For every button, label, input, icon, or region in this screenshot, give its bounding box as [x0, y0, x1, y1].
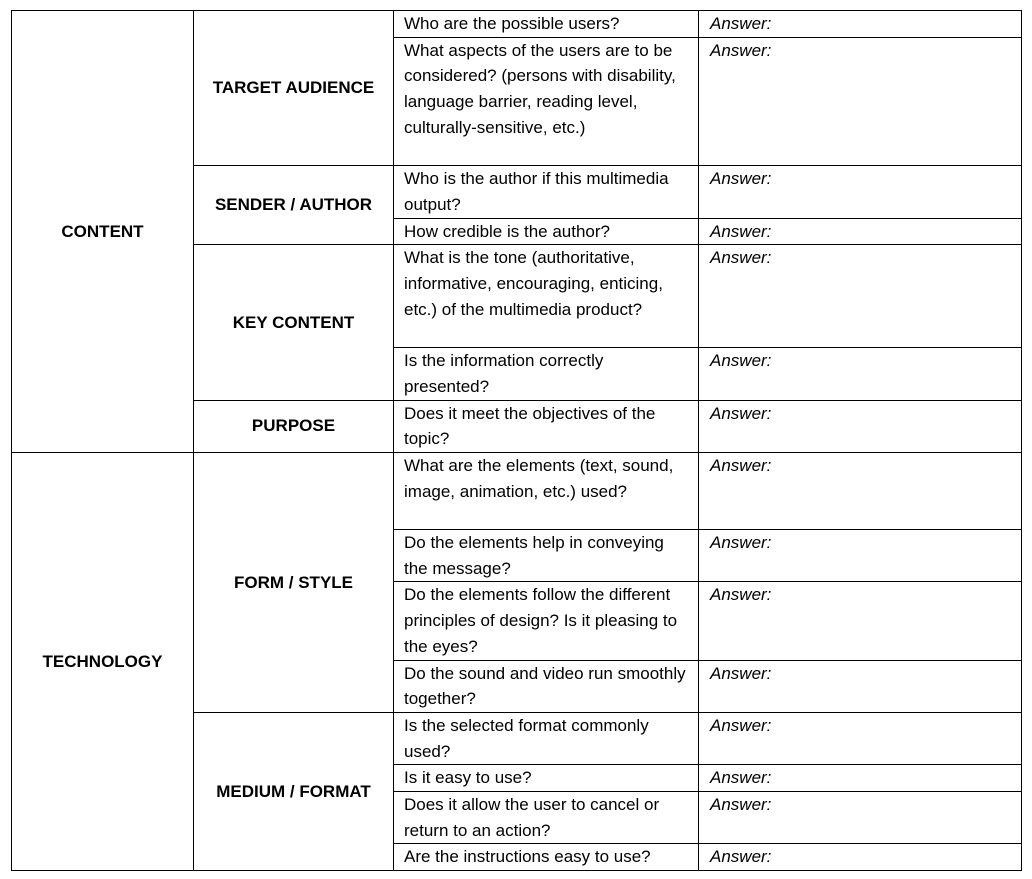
answer-cell[interactable]: Answer:: [699, 348, 1022, 400]
question-cell: What are the elements (text, sound, image, animation, etc.) used?: [394, 452, 699, 529]
question-cell: Is the information correctly presented?: [394, 348, 699, 400]
section-label: TECHNOLOGY: [12, 452, 194, 870]
evaluation-table-container: [11, 10, 1022, 871]
question-cell: Do the elements follow the different principles of design? Is it pleasing to the eyes?: [394, 582, 699, 660]
evaluation-table-body: [12, 11, 1022, 871]
answer-cell[interactable]: Answer:: [699, 792, 1022, 844]
question-cell: How credible is the author?: [394, 218, 699, 245]
question-cell: Do the elements help in conveying the message?: [394, 530, 699, 582]
question-cell: Is it easy to use?: [394, 765, 699, 792]
table-row: [12, 11, 1022, 38]
answer-cell[interactable]: Answer:: [699, 400, 1022, 452]
answer-cell[interactable]: Answer:: [699, 218, 1022, 245]
answer-cell[interactable]: Answer:: [699, 712, 1022, 764]
question-cell: Does it allow the user to cancel or return to an action?: [394, 792, 699, 844]
answer-cell[interactable]: Answer:: [699, 245, 1022, 348]
criterion-label: TARGET AUDIENCE: [194, 11, 394, 166]
question-cell: Is the selected format commonly used?: [394, 712, 699, 764]
answer-cell[interactable]: Answer:: [699, 660, 1022, 712]
question-cell: Who is the author if this multimedia output?: [394, 166, 699, 218]
question-cell: Are the instructions easy to use?: [394, 844, 699, 871]
answer-cell[interactable]: Answer:: [699, 844, 1022, 871]
answer-cell[interactable]: Answer:: [699, 582, 1022, 660]
section-label: CONTENT: [12, 11, 194, 453]
answer-cell[interactable]: Answer:: [699, 37, 1022, 166]
question-cell: Does it meet the objectives of the topic?: [394, 400, 699, 452]
table-row: [12, 452, 1022, 529]
question-cell: What aspects of the users are to be considered? (persons with disability, language barrier, reading level, culturally-sensitive, etc.): [394, 37, 699, 166]
question-cell: What is the tone (authoritative, informative, encouraging, enticing, etc.) of the multimedia product?: [394, 245, 699, 348]
question-cell: Who are the possible users?: [394, 11, 699, 38]
answer-cell[interactable]: Answer:: [699, 452, 1022, 529]
criterion-label: MEDIUM / FORMAT: [194, 712, 394, 870]
question-cell: Do the sound and video run smoothly together?: [394, 660, 699, 712]
answer-cell[interactable]: Answer:: [699, 166, 1022, 218]
criterion-label: FORM / STYLE: [194, 452, 394, 712]
criterion-label: SENDER / AUTHOR: [194, 166, 394, 245]
evaluation-table: [11, 10, 1022, 871]
answer-cell[interactable]: Answer:: [699, 530, 1022, 582]
answer-cell[interactable]: Answer:: [699, 11, 1022, 38]
criterion-label: PURPOSE: [194, 400, 394, 452]
criterion-label: KEY CONTENT: [194, 245, 394, 400]
answer-cell[interactable]: Answer:: [699, 765, 1022, 792]
